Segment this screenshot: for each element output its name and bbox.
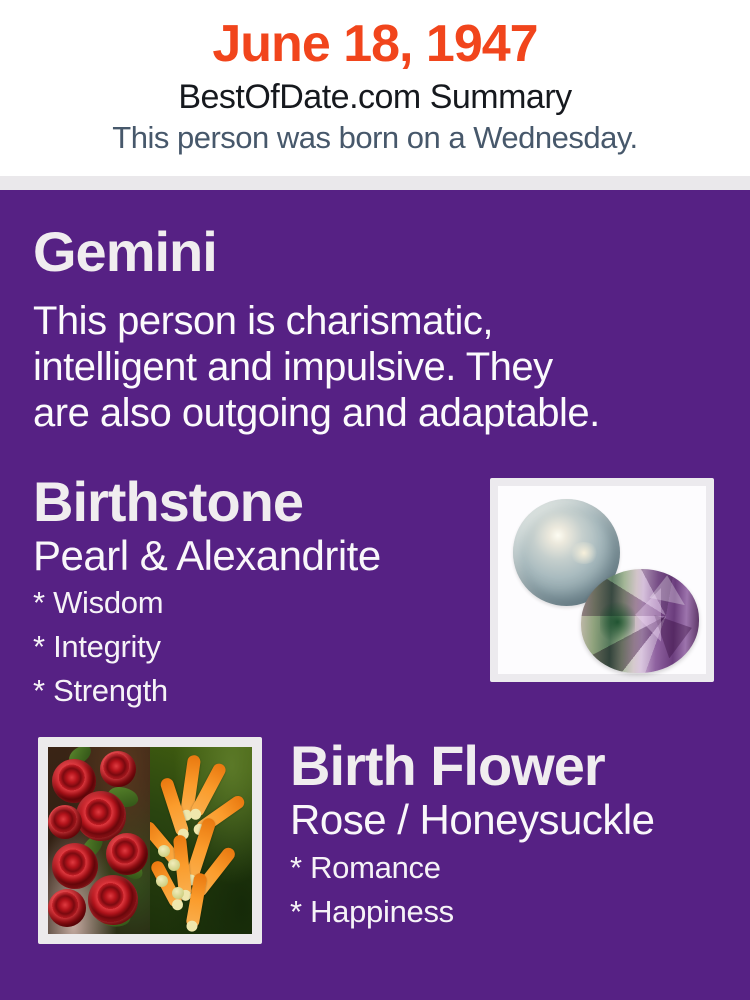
- zodiac-sign-title: Gemini: [33, 220, 217, 283]
- flower-bud: [156, 875, 168, 887]
- zodiac-description-line: are also outgoing and adaptable.: [33, 391, 600, 435]
- gem-facet: [635, 588, 661, 642]
- rose: [88, 875, 138, 925]
- honeysuckle-image: [150, 747, 252, 934]
- rose: [48, 805, 82, 839]
- header: [0, 0, 750, 176]
- zodiac-description-line: This person is charismatic,: [33, 299, 493, 343]
- rose: [52, 843, 98, 889]
- roses-image: [48, 747, 150, 934]
- flower-bud: [172, 887, 184, 899]
- birth-flower-title: Birth Flower: [290, 734, 605, 797]
- rose: [100, 751, 136, 787]
- header-divider: [0, 176, 750, 190]
- birthstone-title: Birthstone: [33, 470, 303, 533]
- birth-flower-trait: * Happiness: [290, 894, 454, 929]
- birthstone-trait: * Integrity: [33, 629, 161, 664]
- birth-flower-trait: * Romance: [290, 850, 441, 885]
- flower-bud: [158, 845, 170, 857]
- site-summary-title: BestOfDate.com Summary: [178, 78, 572, 116]
- zodiac-description-line: intelligent and impulsive. They: [33, 345, 553, 389]
- weekday-line: This person was born on a Wednesday.: [112, 120, 638, 155]
- flower-photo: [48, 747, 252, 934]
- rose: [106, 833, 148, 875]
- birthstone-trait: * Wisdom: [33, 585, 164, 620]
- birthstone-image: [490, 478, 714, 682]
- birthstone-trait: * Strength: [33, 673, 168, 708]
- gem-green-patch: [600, 598, 635, 646]
- rose: [48, 889, 86, 927]
- birth-flower-image: [38, 737, 262, 944]
- date-title: June 18, 1947: [212, 15, 538, 73]
- flower-bud: [168, 859, 180, 871]
- alexandrite-image: [581, 569, 699, 673]
- birthstone-names: Pearl & Alexandrite: [33, 532, 381, 579]
- birth-flower-names: Rose / Honeysuckle: [290, 796, 655, 843]
